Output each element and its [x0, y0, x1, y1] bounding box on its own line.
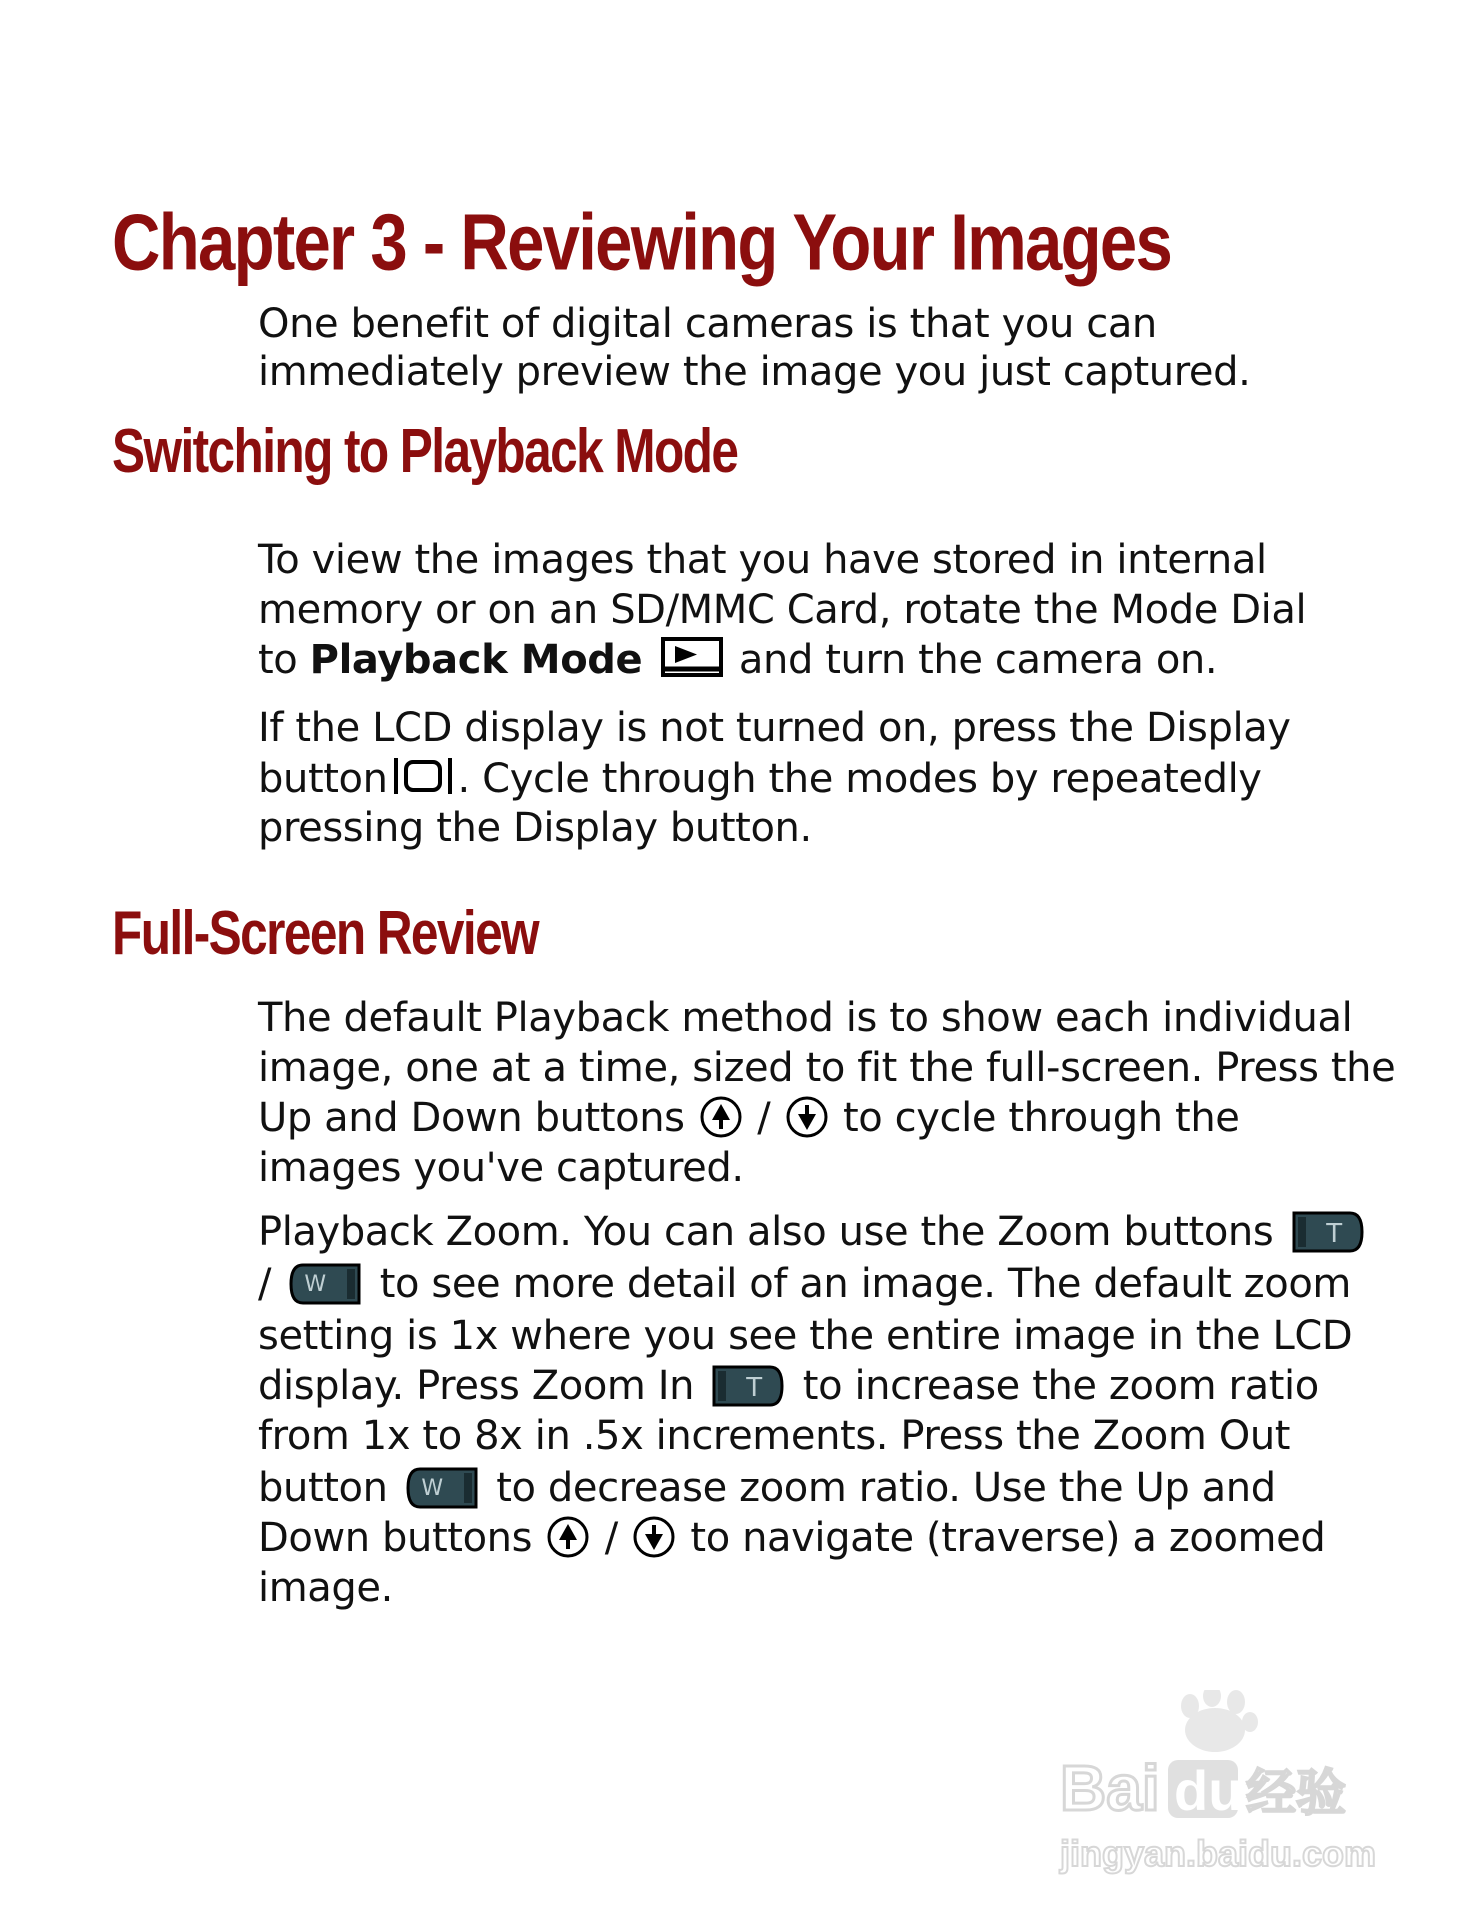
paragraph-line: memory or on an SD/MMC Card, rotate the Mode Dial [258, 587, 1307, 633]
paragraph-line: from 1x to 8x in .5x increments. Press the Zoom Out [258, 1413, 1291, 1459]
text-span: to [258, 637, 310, 683]
paragraph-line [258, 1094, 1239, 1142]
watermark-cn: 经验 [1246, 1764, 1346, 1822]
watermark-url: jingyan.baidu.com [1060, 1833, 1377, 1874]
text-span: / [604, 1515, 618, 1561]
up-arrow-circle-icon [699, 1095, 743, 1139]
paragraph-line [258, 754, 1262, 803]
watermark-brand: Bai [1060, 1752, 1160, 1824]
baidu-jingyan-watermark [1040, 1690, 1400, 1890]
text-span: Playback Zoom. You can also use the Zoom buttons [258, 1209, 1274, 1255]
down-arrow-circle-icon [785, 1095, 829, 1139]
down-arrow-circle-icon [632, 1515, 676, 1559]
watermark-brand-box: du [1174, 1759, 1243, 1822]
zoom-in-letter: T [746, 1373, 763, 1403]
paragraph-line: image, one at a time, sized to fit the full-screen. Press the [258, 1045, 1396, 1091]
playback-mode-icon [661, 637, 723, 677]
paragraph-line [258, 1514, 1325, 1562]
text-span: / [258, 1261, 272, 1307]
zoom-out-letter: W [421, 1476, 443, 1501]
section-heading-full-screen-review: Full-Screen Review [112, 899, 539, 968]
text-span: to navigate (traverse) a zoomed [690, 1515, 1326, 1561]
text-span: display. Press Zoom In [258, 1363, 695, 1409]
text-span: button [258, 1465, 388, 1511]
text-span: to cycle through the [842, 1095, 1240, 1141]
zoom-out-w-button-icon [287, 1261, 363, 1307]
intro-line: immediately preview the image you just captured. [258, 349, 1251, 395]
paragraph-line: To view the images that you have stored in internal [258, 537, 1267, 583]
paragraph-line: image. [258, 1565, 393, 1611]
paragraph-line: images you've captured. [258, 1145, 744, 1191]
chapter-title: Chapter 3 - Reviewing Your Images [112, 197, 1172, 287]
zoom-in-t-button-icon [710, 1363, 786, 1409]
text-span: . Cycle through the modes by repeatedly [457, 756, 1262, 802]
text-span: to decrease zoom ratio. Use the Up and [496, 1465, 1276, 1511]
text-span: to see more detail of an image. The default zoom [379, 1261, 1351, 1307]
zoom-out-w-button-icon [404, 1465, 480, 1511]
up-arrow-circle-icon [546, 1515, 590, 1559]
paragraph-line [258, 636, 1217, 684]
paw-logo-icon [1181, 1690, 1258, 1752]
paragraph-line: pressing the Display button. [258, 805, 812, 851]
paragraph-line: If the LCD display is not turned on, press the Display [258, 705, 1291, 751]
text-span: and turn the camera on. [738, 637, 1218, 683]
text-span: button [258, 756, 388, 802]
intro-line: One benefit of digital cameras is that you can [258, 301, 1157, 347]
paragraph-line [258, 1208, 1370, 1256]
display-button-icon [390, 754, 456, 798]
section-heading-switching: Switching to Playback Mode [112, 417, 738, 486]
text-span: Down buttons [258, 1515, 533, 1561]
zoom-in-letter: T [1325, 1219, 1342, 1249]
zoom-in-t-button-icon [1290, 1209, 1366, 1255]
text-span: / [757, 1095, 771, 1141]
zoom-out-letter: W [304, 1272, 327, 1297]
text-span: to increase the zoom ratio [802, 1363, 1319, 1409]
paragraph-line: setting is 1x where you see the entire image in the LCD [258, 1313, 1353, 1359]
paragraph-line [258, 1362, 1319, 1410]
paragraph-line [258, 1464, 1276, 1512]
text-span: Up and Down buttons [258, 1095, 685, 1141]
playback-mode-label: Playback Mode [309, 637, 643, 683]
paragraph-line: The default Playback method is to show each individual [258, 995, 1353, 1041]
paragraph-line [258, 1260, 1351, 1308]
